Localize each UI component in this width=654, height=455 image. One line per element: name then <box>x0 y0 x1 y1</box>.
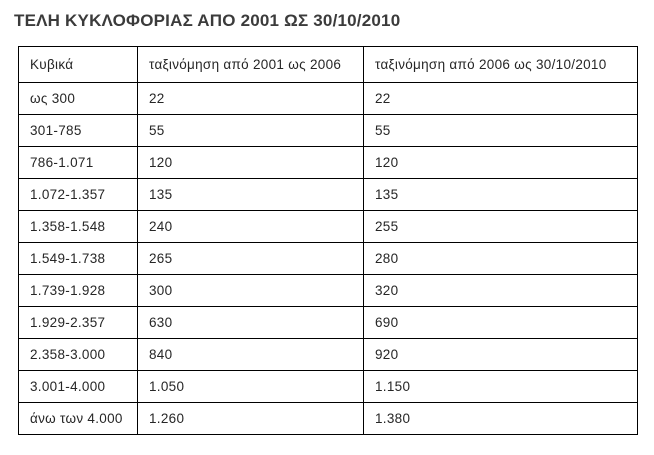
cell-fee-2006-2010: 320 <box>364 275 638 307</box>
cell-fee-2006-2010: 22 <box>364 83 638 115</box>
cell-engine-cc: 1.739-1.928 <box>19 275 138 307</box>
table-row <box>19 275 638 307</box>
cell-fee-2006-2010: 135 <box>364 179 638 211</box>
cell-fee-2001-2006: 22 <box>138 83 364 115</box>
table-row <box>19 307 638 339</box>
cell-engine-cc: ως 300 <box>19 83 138 115</box>
cell-engine-cc: 301-785 <box>19 115 138 147</box>
cell-fee-2006-2010: 920 <box>364 339 638 371</box>
cell-engine-cc: 1.358-1.548 <box>19 211 138 243</box>
table-row <box>19 147 638 179</box>
cell-fee-2006-2010: 255 <box>364 211 638 243</box>
cell-engine-cc: 2.358-3.000 <box>19 339 138 371</box>
table-row <box>19 403 638 435</box>
circulation-fees-table <box>18 46 638 435</box>
table-row <box>19 179 638 211</box>
cell-engine-cc: 786-1.071 <box>19 147 138 179</box>
cell-fee-2006-2010: 120 <box>364 147 638 179</box>
column-header-registration-2001-2006: ταξινόμηση από 2001 ως 2006 <box>138 47 364 83</box>
cell-fee-2001-2006: 55 <box>138 115 364 147</box>
cell-fee-2006-2010: 280 <box>364 243 638 275</box>
cell-fee-2001-2006: 120 <box>138 147 364 179</box>
table-row <box>19 339 638 371</box>
table-row <box>19 211 638 243</box>
cell-engine-cc: 3.001-4.000 <box>19 371 138 403</box>
page-title: ΤΕΛΗ ΚΥΚΛΟΦΟΡΙΑΣ ΑΠΟ 2001 ΩΣ 30/10/2010 <box>14 11 401 30</box>
table-row <box>19 83 638 115</box>
cell-fee-2001-2006: 1.050 <box>138 371 364 403</box>
cell-fee-2006-2010: 690 <box>364 307 638 339</box>
cell-fee-2006-2010: 1.380 <box>364 403 638 435</box>
table-row <box>19 371 638 403</box>
cell-fee-2001-2006: 1.260 <box>138 403 364 435</box>
cell-fee-2001-2006: 265 <box>138 243 364 275</box>
cell-fee-2006-2010: 55 <box>364 115 638 147</box>
table-header-row <box>19 47 638 83</box>
table-row <box>19 115 638 147</box>
table-row <box>19 243 638 275</box>
cell-engine-cc: άνω των 4.000 <box>19 403 138 435</box>
cell-engine-cc: 1.072-1.357 <box>19 179 138 211</box>
cell-fee-2006-2010: 1.150 <box>364 371 638 403</box>
cell-engine-cc: 1.929-2.357 <box>19 307 138 339</box>
cell-fee-2001-2006: 630 <box>138 307 364 339</box>
column-header-engine-cc: Κυβικά <box>19 47 138 83</box>
column-header-registration-2006-2010: ταξινόμηση από 2006 ως 30/10/2010 <box>364 47 638 83</box>
cell-fee-2001-2006: 135 <box>138 179 364 211</box>
cell-fee-2001-2006: 840 <box>138 339 364 371</box>
cell-fee-2001-2006: 300 <box>138 275 364 307</box>
cell-fee-2001-2006: 240 <box>138 211 364 243</box>
cell-engine-cc: 1.549-1.738 <box>19 243 138 275</box>
table-body <box>19 83 638 435</box>
